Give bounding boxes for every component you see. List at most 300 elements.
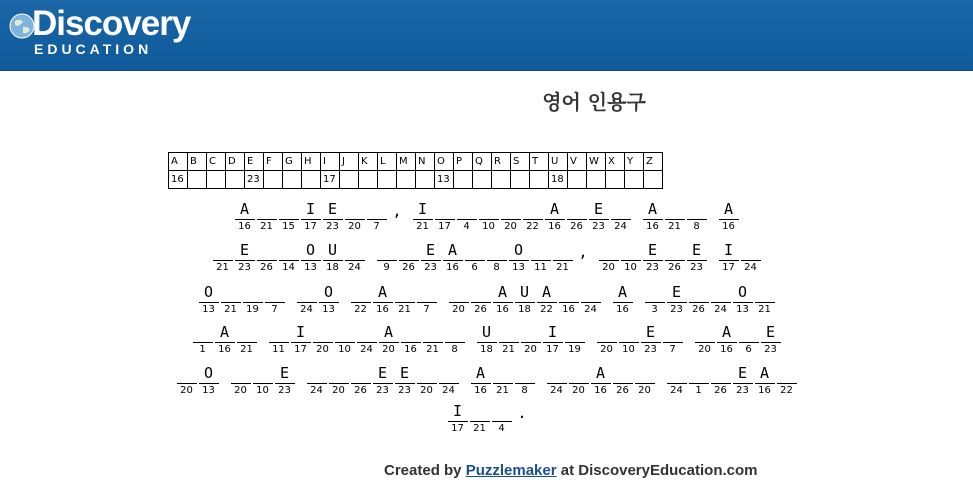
cipher-number: 16	[646, 221, 659, 232]
cipher-number: 20	[638, 385, 651, 396]
letter-cell[interactable]	[401, 323, 421, 357]
letter-blank	[335, 323, 355, 343]
letter-cell[interactable]	[279, 241, 299, 275]
letter-cell[interactable]	[487, 241, 507, 275]
punctuation: ,	[392, 202, 402, 220]
letter-cell[interactable]	[643, 241, 663, 275]
letter-cell[interactable]	[297, 283, 317, 317]
cipher-number: 23	[326, 221, 339, 232]
letter-blank	[417, 283, 437, 303]
key-letter: L	[378, 153, 397, 171]
letter-blank	[297, 283, 317, 303]
cipher-number: 13	[202, 304, 215, 315]
letter-blank: O	[319, 283, 339, 303]
cipher-number: 21	[758, 304, 771, 315]
cipher-number: 23	[644, 344, 657, 355]
letter-cell[interactable]	[719, 200, 739, 234]
cipher-number: 20	[452, 304, 465, 315]
letter-blank	[531, 241, 551, 261]
letter-cell[interactable]	[237, 323, 257, 357]
cipher-number: 16	[562, 304, 575, 315]
letter-cell[interactable]	[741, 241, 761, 275]
letter-blank	[559, 283, 579, 303]
key-number	[283, 171, 302, 189]
letter-cell[interactable]	[335, 323, 355, 357]
cipher-number: 7	[669, 344, 676, 355]
letter-blank: A	[379, 323, 399, 343]
letter-cell[interactable]	[417, 283, 437, 317]
discovery-education-logo[interactable]	[8, 4, 238, 64]
letter-cell[interactable]	[643, 200, 663, 234]
cipher-number: 8	[521, 385, 528, 396]
key-numbers-row	[169, 171, 663, 189]
letter-blank: A	[537, 283, 557, 303]
letter-blank	[741, 241, 761, 261]
letter-cell[interactable]	[373, 283, 393, 317]
letter-cell[interactable]	[719, 241, 739, 275]
letter-cell[interactable]	[667, 364, 687, 398]
letter-cell[interactable]	[351, 364, 371, 398]
letter-blank	[313, 323, 333, 343]
letter-cell[interactable]	[345, 241, 365, 275]
letter-cell[interactable]	[421, 241, 441, 275]
letter-cell[interactable]	[667, 283, 687, 317]
letter-blank: E	[667, 283, 687, 303]
letter-cell[interactable]	[599, 241, 619, 275]
key-letter: B	[188, 153, 207, 171]
puzzle-word	[350, 283, 438, 317]
puzzle-word	[198, 283, 286, 317]
footer-credit	[384, 462, 758, 479]
letter-cell[interactable]	[477, 323, 497, 357]
key-number	[644, 171, 663, 189]
letter-cell[interactable]	[611, 200, 631, 234]
puzzle-line	[0, 241, 973, 275]
letter-cell[interactable]	[257, 241, 277, 275]
letter-cell[interactable]	[521, 323, 541, 357]
cipher-number: 3	[651, 304, 658, 315]
key-letter: J	[340, 153, 359, 171]
letter-blank	[613, 364, 633, 384]
cipher-number: 13	[322, 304, 335, 315]
cipher-number: 24	[300, 304, 313, 315]
letter-blank: I	[291, 323, 311, 343]
letter-blank: A	[471, 364, 491, 384]
letter-blank: U	[515, 283, 535, 303]
letter-cell[interactable]	[235, 200, 255, 234]
letter-blank: O	[199, 364, 219, 384]
letter-cell[interactable]	[515, 283, 535, 317]
punctuation: .	[517, 404, 527, 422]
letter-blank	[279, 241, 299, 261]
letter-blank: O	[509, 241, 529, 261]
letter-cell[interactable]	[479, 200, 499, 234]
cipher-number: 20	[524, 344, 537, 355]
letter-cell[interactable]	[351, 283, 371, 317]
letter-cell[interactable]	[323, 200, 343, 234]
key-letter: K	[359, 153, 378, 171]
letter-blank: I	[543, 323, 563, 343]
letter-blank	[565, 323, 585, 343]
key-letter: V	[568, 153, 587, 171]
key-number	[359, 171, 378, 189]
puzzle-line	[0, 323, 973, 357]
letter-blank	[449, 283, 469, 303]
letter-blank	[193, 323, 213, 343]
letter-blank	[435, 200, 455, 220]
letter-cell[interactable]	[492, 402, 512, 436]
letter-cell[interactable]	[499, 323, 519, 357]
cipher-number: 15	[282, 221, 295, 232]
cipher-number: 18	[480, 344, 493, 355]
cipher-number: 19	[246, 304, 259, 315]
letter-cell[interactable]	[777, 364, 797, 398]
letter-cell[interactable]	[323, 241, 343, 275]
puzzle-word	[268, 323, 466, 357]
letter-blank	[599, 241, 619, 261]
letter-blank	[711, 364, 731, 384]
letter-cell[interactable]	[395, 364, 415, 398]
key-number	[492, 171, 511, 189]
letter-cell[interactable]	[559, 283, 579, 317]
puzzle-word	[212, 241, 366, 275]
cipher-number: 26	[354, 385, 367, 396]
letter-cell[interactable]	[253, 364, 273, 398]
letter-blank	[357, 323, 377, 343]
letter-cell[interactable]	[755, 283, 775, 317]
key-number	[188, 171, 207, 189]
puzzle-word	[447, 402, 513, 436]
letter-cell[interactable]	[687, 200, 707, 234]
letter-cell[interactable]	[395, 283, 415, 317]
page-title: 영어 인용구	[542, 90, 646, 114]
letter-blank	[457, 200, 477, 220]
letter-cell[interactable]	[501, 200, 521, 234]
letter-cell[interactable]	[443, 241, 463, 275]
logo-wordmark: Discovery	[32, 4, 191, 43]
cipher-number: 10	[338, 344, 351, 355]
letter-cell[interactable]	[449, 283, 469, 317]
letter-cell[interactable]	[537, 283, 557, 317]
letter-blank	[221, 283, 241, 303]
cipher-number: 1	[199, 344, 206, 355]
letter-blank	[619, 323, 639, 343]
key-number	[530, 171, 549, 189]
letter-cell[interactable]	[711, 364, 731, 398]
letter-cell[interactable]	[257, 200, 277, 234]
cipher-number: 16	[404, 344, 417, 355]
letter-cell[interactable]	[665, 200, 685, 234]
letter-blank	[177, 364, 197, 384]
letter-cell[interactable]	[581, 283, 601, 317]
cipher-number: 24	[360, 344, 373, 355]
letter-blank	[621, 241, 641, 261]
letter-cell[interactable]	[597, 323, 617, 357]
logo-subtitle: EDUCATION	[34, 41, 153, 57]
letter-cell[interactable]	[177, 364, 197, 398]
key-number: 23	[245, 171, 264, 189]
key-letter: M	[397, 153, 416, 171]
letter-cell[interactable]	[665, 241, 685, 275]
puzzlemaker-link[interactable]: Puzzlemaker	[465, 462, 557, 479]
cipher-number: 24	[744, 262, 757, 273]
letter-cell[interactable]	[755, 364, 775, 398]
puzzle-word	[546, 364, 656, 398]
letter-cell[interactable]	[193, 323, 213, 357]
cipher-number: 20	[602, 262, 615, 273]
letter-cell[interactable]	[313, 323, 333, 357]
letter-cell[interactable]	[301, 241, 321, 275]
letter-cell[interactable]	[199, 283, 219, 317]
letter-blank	[515, 364, 535, 384]
cipher-number: 13	[304, 262, 317, 273]
key-number	[264, 171, 283, 189]
letter-cell[interactable]	[613, 364, 633, 398]
cipher-number: 26	[616, 385, 629, 396]
cipher-number: 13	[202, 385, 215, 396]
letter-cell[interactable]	[213, 241, 233, 275]
letter-cell[interactable]	[733, 283, 753, 317]
key-letter: E	[245, 153, 264, 171]
key-letter: X	[606, 153, 625, 171]
key-letter: H	[302, 153, 321, 171]
cipher-number: 16	[496, 304, 509, 315]
letter-cell[interactable]	[711, 283, 731, 317]
letter-cell[interactable]	[523, 200, 543, 234]
cipher-number: 20	[316, 344, 329, 355]
letter-cell[interactable]	[399, 241, 419, 275]
letter-cell[interactable]	[291, 323, 311, 357]
cipher-number: 7	[423, 304, 430, 315]
letter-cell[interactable]	[417, 364, 437, 398]
letter-cell[interactable]	[663, 323, 683, 357]
cipher-number: 17	[438, 221, 451, 232]
letter-cell[interactable]	[307, 364, 327, 398]
key-number	[473, 171, 492, 189]
letter-cell[interactable]	[221, 283, 241, 317]
key-letter: F	[264, 153, 283, 171]
letter-cell[interactable]	[279, 200, 299, 234]
letter-cell[interactable]	[231, 364, 251, 398]
footer-suffix: at DiscoveryEducation.com	[556, 462, 758, 479]
cipher-number: 16	[218, 344, 231, 355]
letter-cell[interactable]	[689, 364, 709, 398]
letter-blank: E	[275, 364, 295, 384]
letter-cell[interactable]	[265, 283, 285, 317]
cipher-number: 21	[502, 344, 515, 355]
letter-blank	[493, 364, 513, 384]
cipher-number: 17	[304, 221, 317, 232]
cipher-number: 10	[482, 221, 495, 232]
letter-cell[interactable]	[413, 200, 433, 234]
letter-cell[interactable]	[761, 323, 781, 357]
letter-blank	[237, 323, 257, 343]
letter-blank: A	[373, 283, 393, 303]
cipher-number: 16	[474, 385, 487, 396]
letter-blank	[635, 364, 655, 384]
header-bar	[0, 0, 973, 71]
letter-cell[interactable]	[275, 364, 295, 398]
cipher-number: 16	[758, 385, 771, 396]
letter-blank	[581, 283, 601, 303]
cipher-number: 24	[442, 385, 455, 396]
cipher-number: 20	[600, 344, 613, 355]
letter-blank	[445, 323, 465, 343]
letter-cell[interactable]	[531, 241, 551, 275]
cipher-number: 8	[451, 344, 458, 355]
cipher-number: 19	[568, 344, 581, 355]
letter-cell[interactable]	[545, 200, 565, 234]
cipher-number: 22	[780, 385, 793, 396]
cipher-number: 24	[714, 304, 727, 315]
letter-cell[interactable]	[689, 283, 709, 317]
letter-cell[interactable]	[645, 283, 665, 317]
letter-cell[interactable]	[613, 283, 633, 317]
cipher-number: 26	[474, 304, 487, 315]
letter-blank	[471, 283, 491, 303]
cipher-number: 11	[534, 262, 547, 273]
letter-blank	[345, 241, 365, 261]
cipher-number: 20	[382, 344, 395, 355]
letter-cell[interactable]	[695, 323, 715, 357]
letter-blank	[739, 323, 759, 343]
cipher-number: 24	[310, 385, 323, 396]
cipher-number: 23	[736, 385, 749, 396]
letter-cell[interactable]	[215, 323, 235, 357]
puzzle-word	[448, 283, 602, 317]
cipher-number: 20	[572, 385, 585, 396]
cipher-number: 20	[234, 385, 247, 396]
cipher-number: 4	[498, 423, 505, 434]
letter-cell[interactable]	[565, 323, 585, 357]
cipher-number: 22	[354, 304, 367, 315]
letter-cell[interactable]	[345, 200, 365, 234]
cipher-number: 21	[216, 262, 229, 273]
letter-cell[interactable]	[569, 364, 589, 398]
letter-cell[interactable]	[543, 323, 563, 357]
letter-cell[interactable]	[439, 364, 459, 398]
letter-blank	[689, 283, 709, 303]
letter-cell[interactable]	[619, 323, 639, 357]
letter-blank	[755, 283, 775, 303]
puzzle-word	[694, 323, 782, 357]
letter-blank	[395, 283, 415, 303]
key-number	[397, 171, 416, 189]
letter-blank	[329, 364, 349, 384]
letter-cell[interactable]	[235, 241, 255, 275]
letter-cell[interactable]	[717, 323, 737, 357]
letter-cell[interactable]	[567, 200, 587, 234]
letter-cell[interactable]	[465, 241, 485, 275]
cipher-number: 26	[570, 221, 583, 232]
letter-cell[interactable]	[591, 364, 611, 398]
letter-blank	[231, 364, 251, 384]
letter-cell[interactable]	[445, 323, 465, 357]
letter-cell[interactable]	[423, 323, 443, 357]
letter-cell[interactable]	[515, 364, 535, 398]
letter-cell[interactable]	[471, 364, 491, 398]
cipher-number: 7	[271, 304, 278, 315]
key-number: 18	[549, 171, 568, 189]
letter-cell[interactable]	[329, 364, 349, 398]
letter-blank: A	[719, 200, 739, 220]
key-letter: A	[169, 153, 188, 171]
letter-cell[interactable]	[243, 283, 263, 317]
letter-cell[interactable]	[471, 283, 491, 317]
puzzle-word	[192, 323, 258, 357]
letter-blank: A	[545, 200, 565, 220]
puzzle-word	[612, 283, 634, 317]
key-letter: I	[321, 153, 340, 171]
cipher-number: 26	[692, 304, 705, 315]
letter-blank	[711, 283, 731, 303]
letter-blank	[213, 241, 233, 261]
letter-cell[interactable]	[493, 364, 513, 398]
letter-cell[interactable]	[457, 200, 477, 234]
letter-cell[interactable]	[509, 241, 529, 275]
puzzle-word	[596, 323, 684, 357]
letter-blank: A	[235, 200, 255, 220]
key-number	[378, 171, 397, 189]
letter-blank: A	[215, 323, 235, 343]
key-letter: Z	[644, 153, 663, 171]
letter-cell[interactable]	[377, 241, 397, 275]
letter-cell[interactable]	[547, 364, 567, 398]
letter-cell[interactable]	[448, 402, 468, 436]
letter-cell[interactable]	[269, 323, 289, 357]
letter-cell[interactable]	[301, 200, 321, 234]
letter-cell[interactable]	[739, 323, 759, 357]
letter-blank: E	[643, 241, 663, 261]
letter-cell[interactable]	[379, 323, 399, 357]
letter-cell[interactable]	[589, 200, 609, 234]
letter-blank	[663, 323, 683, 343]
cipher-number: 21	[240, 344, 253, 355]
letter-cell[interactable]	[319, 283, 339, 317]
cipher-number: 23	[424, 262, 437, 273]
letter-cell[interactable]	[621, 241, 641, 275]
letter-cell[interactable]	[435, 200, 455, 234]
letter-blank: A	[643, 200, 663, 220]
cipher-number: 21	[224, 304, 237, 315]
letter-blank: E	[687, 241, 707, 261]
letter-cell[interactable]	[635, 364, 655, 398]
puzzle-word	[598, 241, 708, 275]
key-number	[511, 171, 530, 189]
letter-cell[interactable]	[687, 241, 707, 275]
letter-cell[interactable]	[199, 364, 219, 398]
cipher-number: 16	[446, 262, 459, 273]
letter-blank	[687, 200, 707, 220]
letter-cell[interactable]	[553, 241, 573, 275]
key-number: 17	[321, 171, 340, 189]
key-number	[454, 171, 473, 189]
letter-cell[interactable]	[373, 364, 393, 398]
letter-cell[interactable]	[470, 402, 490, 436]
letter-blank	[569, 364, 589, 384]
letter-cell[interactable]	[641, 323, 661, 357]
letter-cell[interactable]	[367, 200, 387, 234]
letter-cell[interactable]	[733, 364, 753, 398]
key-number	[302, 171, 321, 189]
cipher-number: 20	[180, 385, 193, 396]
letter-blank: O	[301, 241, 321, 261]
cipher-number: 21	[398, 304, 411, 315]
letter-blank: U	[477, 323, 497, 343]
letter-cell[interactable]	[493, 283, 513, 317]
cipher-number: 18	[518, 304, 531, 315]
letter-cell[interactable]	[357, 323, 377, 357]
